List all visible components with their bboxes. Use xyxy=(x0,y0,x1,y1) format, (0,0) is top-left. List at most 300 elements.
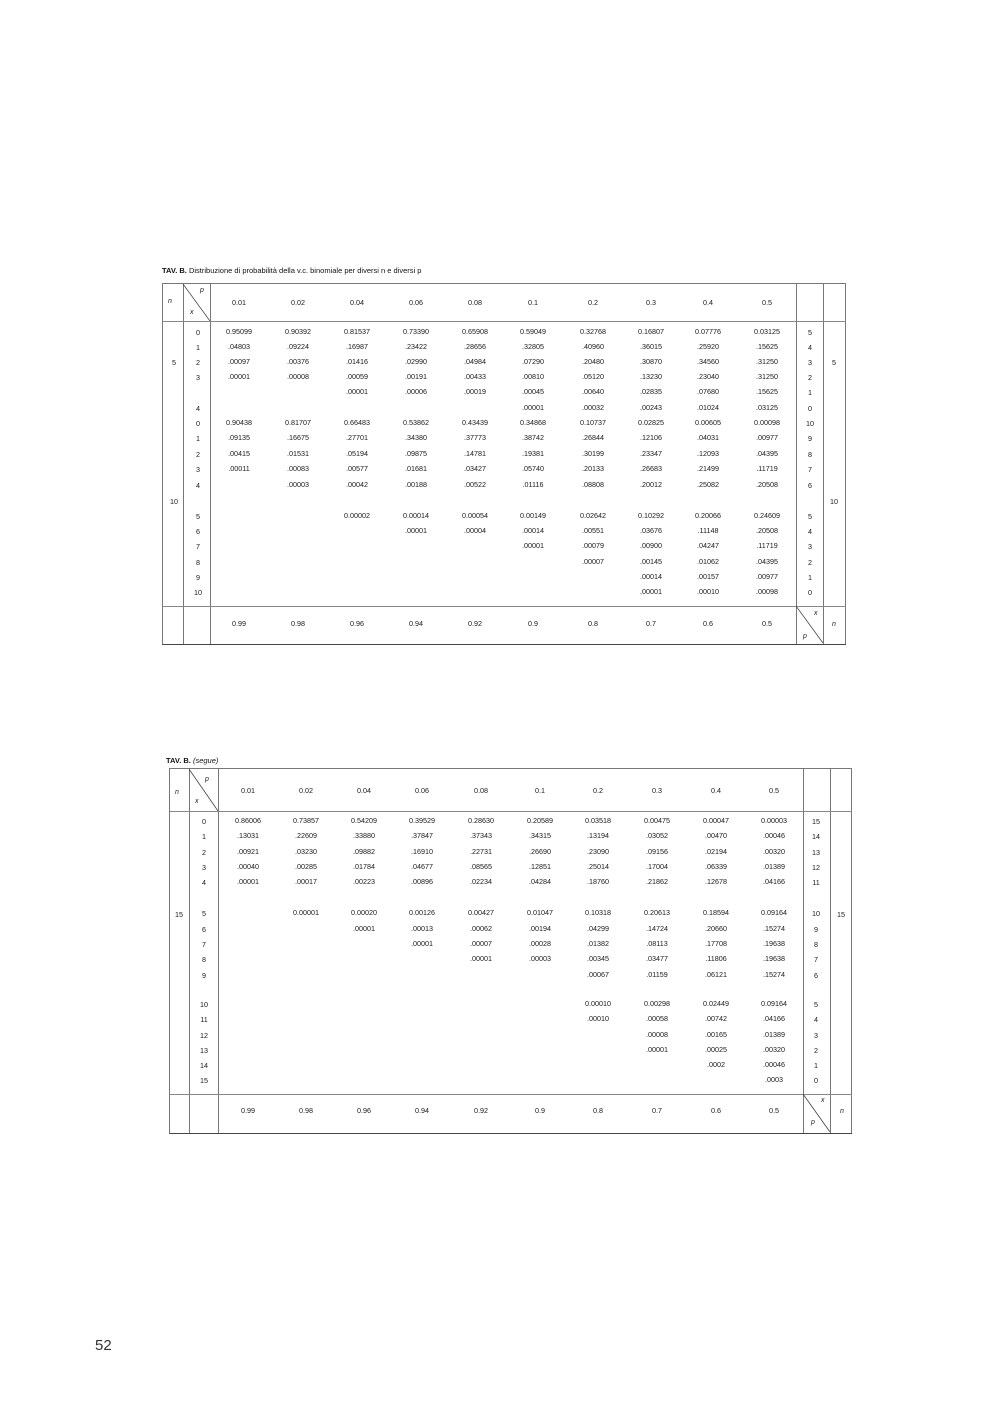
probability-cell: .00079 xyxy=(582,541,604,550)
probability-cell: .00011 xyxy=(228,464,250,473)
probability-cell: .11806 xyxy=(705,954,727,963)
x-value-complement: 7 xyxy=(814,955,818,964)
probability-cell: .00013 xyxy=(411,924,433,933)
probability-cell: .08565 xyxy=(470,862,492,871)
probability-cell: .00001 xyxy=(411,939,433,948)
probability-cell: 0.02449 xyxy=(703,999,729,1008)
p-column-footer: 0.99 xyxy=(241,1106,255,1115)
x-value: 4 xyxy=(196,481,200,490)
probability-cell: 0.09164 xyxy=(761,999,787,1008)
probability-cell: .40960 xyxy=(582,342,604,351)
x-value: 6 xyxy=(202,925,206,934)
probability-cell: .11719 xyxy=(756,541,778,550)
probability-cell: .00165 xyxy=(705,1030,727,1039)
probability-cell: .0003 xyxy=(765,1075,783,1084)
x-value: 5 xyxy=(196,512,200,521)
probability-cell: .07290 xyxy=(522,357,544,366)
x-value: 5 xyxy=(202,909,206,918)
probability-cell: 0.20589 xyxy=(527,816,553,825)
probability-cell: .00059 xyxy=(346,372,368,381)
x-value-complement: 10 xyxy=(806,419,814,428)
probability-cell: .02835 xyxy=(640,387,662,396)
probability-cell: .03676 xyxy=(640,526,662,535)
probability-cell: .00640 xyxy=(582,387,604,396)
x-value-complement: 2 xyxy=(814,1046,818,1055)
x-value-complement: 14 xyxy=(812,832,820,841)
p-column-header: 0.2 xyxy=(593,786,603,795)
probability-cell: .04395 xyxy=(756,557,778,566)
probability-cell: .20508 xyxy=(756,480,778,489)
n-footer: n xyxy=(832,621,836,628)
probability-cell: .07680 xyxy=(697,387,719,396)
probability-cell: .00551 xyxy=(582,526,604,535)
probability-cell: .03230 xyxy=(295,847,317,856)
x-value-complement: 3 xyxy=(814,1031,818,1040)
probability-cell: .01531 xyxy=(287,449,309,458)
probability-cell: 0.39529 xyxy=(409,816,435,825)
probability-cell: .12106 xyxy=(640,433,662,442)
p-column-header: 0.1 xyxy=(535,786,545,795)
probability-cell: .08113 xyxy=(646,939,668,948)
footer-diagonal xyxy=(796,606,823,643)
probability-cell: .15625 xyxy=(756,342,778,351)
x-value: 8 xyxy=(202,955,206,964)
x-value: 2 xyxy=(196,358,200,367)
probability-cell: .20480 xyxy=(582,357,604,366)
p-column-header: 0.5 xyxy=(762,298,772,307)
p-column-footer: 0.96 xyxy=(357,1106,371,1115)
probability-cell: .16675 xyxy=(287,433,309,442)
probability-cell: 0.00098 xyxy=(754,418,780,427)
probability-cell: .16987 xyxy=(346,342,368,351)
x-value-complement: 9 xyxy=(808,434,812,443)
probability-cell: .38742 xyxy=(522,433,544,442)
footer-diagonal-2 xyxy=(803,1094,830,1132)
probability-cell: .00097 xyxy=(228,357,250,366)
probability-cell: .20133 xyxy=(582,464,604,473)
p-header-2: p xyxy=(205,776,209,783)
probability-cell: .04299 xyxy=(587,924,609,933)
probability-cell: .21862 xyxy=(646,877,668,886)
probability-cell: .30870 xyxy=(640,357,662,366)
probability-cell: 0.00003 xyxy=(761,816,787,825)
probability-cell: 0.00427 xyxy=(468,908,494,917)
x-value: 1 xyxy=(196,434,200,443)
x-value: 9 xyxy=(202,971,206,980)
probability-cell: .00046 xyxy=(763,831,785,840)
probability-cell: .04395 xyxy=(756,449,778,458)
probability-cell: .00025 xyxy=(705,1045,727,1054)
p-column-header: 0.3 xyxy=(652,786,662,795)
p-column-footer: 0.7 xyxy=(652,1106,662,1115)
probability-cell: .04984 xyxy=(464,357,486,366)
probability-cell: .00098 xyxy=(756,587,778,596)
probability-cell: .18760 xyxy=(587,877,609,886)
probability-cell: .00896 xyxy=(411,877,433,886)
x-value-complement: 0 xyxy=(814,1076,818,1085)
probability-cell: .05120 xyxy=(582,372,604,381)
probability-cell: .00058 xyxy=(646,1014,668,1023)
x-value: 15 xyxy=(200,1076,208,1085)
x-value-complement: 9 xyxy=(814,925,818,934)
x-value-complement: 4 xyxy=(814,1015,818,1024)
x-value-complement: 3 xyxy=(808,358,812,367)
p-column-header: 0.01 xyxy=(241,786,255,795)
probability-cell: 0.43439 xyxy=(462,418,488,427)
table1-caption-label: TAV. B. xyxy=(162,266,187,275)
probability-cell: .00977 xyxy=(756,433,778,442)
n-value-5-right: 5 xyxy=(832,358,836,367)
x-footer: x xyxy=(814,610,818,617)
probability-cell: .17708 xyxy=(705,939,727,948)
p-column-header: 0.5 xyxy=(769,786,779,795)
probability-cell: .00001 xyxy=(405,526,427,535)
p-column-footer: 0.8 xyxy=(588,619,598,628)
n-value-10-right: 10 xyxy=(830,497,838,506)
probability-cell: 0.00605 xyxy=(695,418,721,427)
probability-cell: .00320 xyxy=(763,1045,785,1054)
x-value-complement: 6 xyxy=(814,971,818,980)
x-value: 4 xyxy=(196,404,200,413)
probability-cell: .33880 xyxy=(353,831,375,840)
p-column-footer: 0.9 xyxy=(528,619,538,628)
probability-cell: .01389 xyxy=(763,1030,785,1039)
x-value-complement: 15 xyxy=(812,817,820,826)
p-column-footer: 0.5 xyxy=(762,619,772,628)
p-footer-2: p xyxy=(811,1119,815,1126)
probability-cell: .00040 xyxy=(237,862,259,871)
x-value: 1 xyxy=(196,343,200,352)
probability-cell: .19638 xyxy=(763,939,785,948)
probability-cell: .05740 xyxy=(522,464,544,473)
p-column-footer: 0.6 xyxy=(703,619,713,628)
probability-cell: .00921 xyxy=(237,847,259,856)
probability-cell: 0.00020 xyxy=(351,908,377,917)
probability-cell: .04031 xyxy=(697,433,719,442)
probability-cell: .00010 xyxy=(697,587,719,596)
probability-cell: 0.16807 xyxy=(638,327,664,336)
probability-cell: .00007 xyxy=(582,557,604,566)
x-value-complement: 6 xyxy=(808,481,812,490)
probability-cell: .01116 xyxy=(522,480,544,489)
probability-cell: .09156 xyxy=(646,847,668,856)
x-value: 11 xyxy=(200,1015,208,1024)
table1-caption xyxy=(162,266,421,275)
x-value: 10 xyxy=(200,1000,208,1009)
probability-cell: .23090 xyxy=(587,847,609,856)
probability-cell: .15625 xyxy=(756,387,778,396)
p-column-header: 0.08 xyxy=(474,786,488,795)
probability-cell: .00810 xyxy=(522,372,544,381)
probability-cell: .09875 xyxy=(405,449,427,458)
probability-cell: .00001 xyxy=(522,541,544,550)
p-column-footer: 0.94 xyxy=(415,1106,429,1115)
p-column-header: 0.1 xyxy=(528,298,538,307)
probability-cell: .00145 xyxy=(640,557,662,566)
probability-cell: .00045 xyxy=(522,387,544,396)
x-value: 9 xyxy=(196,573,200,582)
p-column-header: 0.01 xyxy=(232,298,246,307)
x-value: 4 xyxy=(202,878,206,887)
probability-cell: .31250 xyxy=(756,372,778,381)
probability-cell: .00017 xyxy=(295,877,317,886)
x-value-complement: 4 xyxy=(808,527,812,536)
probability-cell: .00285 xyxy=(295,862,317,871)
probability-cell: .36015 xyxy=(640,342,662,351)
probability-cell: .01159 xyxy=(646,970,668,979)
probability-cell: .22609 xyxy=(295,831,317,840)
n-footer-2: n xyxy=(840,1108,844,1115)
probability-cell: .34560 xyxy=(697,357,719,366)
probability-cell: .25920 xyxy=(697,342,719,351)
p-column-footer: 0.9 xyxy=(535,1106,545,1115)
p-column-footer: 0.8 xyxy=(593,1106,603,1115)
probability-cell: .00415 xyxy=(228,449,250,458)
probability-cell: .03052 xyxy=(646,831,668,840)
x-value: 3 xyxy=(196,465,200,474)
probability-cell: .02194 xyxy=(705,847,727,856)
probability-cell: .12093 xyxy=(697,449,719,458)
n-value-10: 10 xyxy=(170,497,178,506)
n-value-15-right: 15 xyxy=(837,910,845,919)
p-column-header: 0.06 xyxy=(415,786,429,795)
n-header-2: n xyxy=(175,789,179,796)
probability-cell: .03427 xyxy=(464,464,486,473)
x-value: 12 xyxy=(200,1031,208,1040)
probability-cell: 0.03125 xyxy=(754,327,780,336)
probability-cell: 0.00298 xyxy=(644,999,670,1008)
table2-caption-text: (segue) xyxy=(192,756,219,765)
p-column-footer: 0.92 xyxy=(468,619,482,628)
probability-cell: 0.81707 xyxy=(285,418,311,427)
probability-cell: 0.00010 xyxy=(585,999,611,1008)
p-column-footer: 0.99 xyxy=(232,619,246,628)
probability-cell: .00046 xyxy=(763,1060,785,1069)
n-value-15: 15 xyxy=(175,910,183,919)
probability-cell: .09224 xyxy=(287,342,309,351)
x-value-complement: 2 xyxy=(808,373,812,382)
probability-cell: .11148 xyxy=(697,526,719,535)
header-diagonal xyxy=(183,284,210,321)
probability-cell: .00001 xyxy=(353,924,375,933)
probability-cell: .00194 xyxy=(529,924,551,933)
p-column-footer: 0.98 xyxy=(299,1106,313,1115)
p-column-footer: 0.98 xyxy=(291,619,305,628)
probability-cell: 0.34868 xyxy=(520,418,546,427)
probability-cell: .26690 xyxy=(529,847,551,856)
x-value: 14 xyxy=(200,1061,208,1070)
x-value-complement: 5 xyxy=(808,512,812,521)
probability-cell: .00001 xyxy=(228,372,250,381)
p-column-footer: 0.6 xyxy=(711,1106,721,1115)
probability-cell: 0.73390 xyxy=(403,327,429,336)
probability-cell: .03477 xyxy=(646,954,668,963)
probability-cell: .14781 xyxy=(464,449,486,458)
probability-cell: .00320 xyxy=(763,847,785,856)
p-footer: p xyxy=(803,633,807,640)
probability-cell: .16910 xyxy=(411,847,433,856)
p-column-header: 0.3 xyxy=(646,298,656,307)
x-value-complement: 1 xyxy=(808,388,812,397)
probability-cell: .00010 xyxy=(587,1014,609,1023)
probability-cell: .28656 xyxy=(464,342,486,351)
probability-cell: .13031 xyxy=(237,831,259,840)
x-value-complement: 10 xyxy=(812,909,820,918)
probability-cell: .00008 xyxy=(646,1030,668,1039)
probability-cell: .00083 xyxy=(287,464,309,473)
probability-cell: 0.28630 xyxy=(468,816,494,825)
probability-cell: .02990 xyxy=(405,357,427,366)
x-value-complement: 0 xyxy=(808,404,812,413)
x-value: 0 xyxy=(196,328,200,337)
probability-cell: .01681 xyxy=(405,464,427,473)
probability-cell: .04284 xyxy=(529,877,551,886)
probability-cell: .00977 xyxy=(756,572,778,581)
probability-cell: .23422 xyxy=(405,342,427,351)
probability-cell: 0.00054 xyxy=(462,511,488,520)
probability-cell: .22731 xyxy=(470,847,492,856)
probability-cell: 0.20066 xyxy=(695,511,721,520)
binomial-table-n5-n10 xyxy=(162,283,846,645)
p-column-header: 0.02 xyxy=(291,298,305,307)
page-number: 52 xyxy=(95,1337,112,1354)
binomial-table-n15 xyxy=(169,768,852,1134)
probability-cell: .13194 xyxy=(587,831,609,840)
probability-cell: 0.00126 xyxy=(409,908,435,917)
probability-cell: 0.18594 xyxy=(703,908,729,917)
probability-cell: 0.01047 xyxy=(527,908,553,917)
probability-cell: .04166 xyxy=(763,1014,785,1023)
probability-cell: .00470 xyxy=(705,831,727,840)
probability-cell: .01062 xyxy=(697,557,719,566)
probability-cell: .00191 xyxy=(405,372,427,381)
x-value-complement: 3 xyxy=(808,542,812,551)
probability-cell: .00243 xyxy=(640,403,662,412)
p-column-header: 0.04 xyxy=(357,786,371,795)
x-value: 2 xyxy=(202,848,206,857)
x-value: 0 xyxy=(202,817,206,826)
probability-cell: 0.24609 xyxy=(754,511,780,520)
x-value: 2 xyxy=(196,450,200,459)
probability-cell: .37773 xyxy=(464,433,486,442)
p-column-header: 0.04 xyxy=(350,298,364,307)
probability-cell: .17004 xyxy=(646,862,668,871)
probability-cell: 0.00047 xyxy=(703,816,729,825)
probability-cell: .08808 xyxy=(582,480,604,489)
probability-cell: 0.53862 xyxy=(403,418,429,427)
p-column-footer: 0.7 xyxy=(646,619,656,628)
probability-cell: .01784 xyxy=(353,862,375,871)
probability-cell: 0.65908 xyxy=(462,327,488,336)
probability-cell: .00001 xyxy=(646,1045,668,1054)
x-value-complement: 5 xyxy=(814,1000,818,1009)
p-column-header: 0.08 xyxy=(468,298,482,307)
probability-cell: .00001 xyxy=(346,387,368,396)
probability-cell: .21499 xyxy=(697,464,719,473)
x-value: 8 xyxy=(196,558,200,567)
probability-cell: .00008 xyxy=(287,372,309,381)
p-column-header: 0.02 xyxy=(299,786,313,795)
probability-cell: .00003 xyxy=(287,480,309,489)
probability-cell: .00223 xyxy=(353,877,375,886)
probability-cell: .00032 xyxy=(582,403,604,412)
table1-caption-text: Distribuzione di probabilità della v.c. binomiale per diversi n e diversi p xyxy=(188,266,422,275)
probability-cell: 0.81537 xyxy=(344,327,370,336)
probability-cell: .02234 xyxy=(470,877,492,886)
x-value: 7 xyxy=(196,542,200,551)
p-column-header: 0.2 xyxy=(588,298,598,307)
p-column-footer: 0.96 xyxy=(350,619,364,628)
probability-cell: .00019 xyxy=(464,387,486,396)
probability-cell: 0.07776 xyxy=(695,327,721,336)
x-value-complement: 2 xyxy=(808,558,812,567)
probability-cell: .27701 xyxy=(346,433,368,442)
probability-cell: .0002 xyxy=(707,1060,725,1069)
x-value-complement: 1 xyxy=(814,1061,818,1070)
x-value-complement: 5 xyxy=(808,328,812,337)
x-value: 6 xyxy=(196,527,200,536)
p-column-header: 0.4 xyxy=(711,786,721,795)
probability-cell: .19381 xyxy=(522,449,544,458)
probability-cell: .37343 xyxy=(470,831,492,840)
probability-cell: .00900 xyxy=(640,541,662,550)
x-value-complement: 8 xyxy=(814,940,818,949)
probability-cell: 0.10318 xyxy=(585,908,611,917)
x-value-complement: 7 xyxy=(808,465,812,474)
probability-cell: 0.90438 xyxy=(226,418,252,427)
x-value-complement: 0 xyxy=(808,588,812,597)
probability-cell: .06339 xyxy=(705,862,727,871)
probability-cell: .00001 xyxy=(522,403,544,412)
probability-cell: 0.03518 xyxy=(585,816,611,825)
probability-cell: 0.00002 xyxy=(344,511,370,520)
probability-cell: .20508 xyxy=(756,526,778,535)
probability-cell: 0.73857 xyxy=(293,816,319,825)
x-header-2: x xyxy=(195,798,199,805)
x-value-complement: 13 xyxy=(812,848,820,857)
table2-caption xyxy=(166,756,218,765)
probability-cell: 0.86006 xyxy=(235,816,261,825)
probability-cell: .04677 xyxy=(411,862,433,871)
p-column-footer: 0.92 xyxy=(474,1106,488,1115)
probability-cell: .00067 xyxy=(587,970,609,979)
x-value-complement: 4 xyxy=(808,343,812,352)
probability-cell: .15274 xyxy=(763,970,785,979)
probability-cell: .34315 xyxy=(529,831,551,840)
probability-cell: .00345 xyxy=(587,954,609,963)
probability-cell: 0.54209 xyxy=(351,816,377,825)
probability-cell: .00742 xyxy=(705,1014,727,1023)
probability-cell: 0.10292 xyxy=(638,511,664,520)
p-column-header: 0.4 xyxy=(703,298,713,307)
probability-cell: .15274 xyxy=(763,924,785,933)
probability-cell: .00014 xyxy=(522,526,544,535)
p-column-header: 0.06 xyxy=(409,298,423,307)
probability-cell: .37847 xyxy=(411,831,433,840)
probability-cell: 0.32768 xyxy=(580,327,606,336)
x-header: x xyxy=(190,309,194,316)
table2-caption-label: TAV. B. xyxy=(166,756,191,765)
n-value-5: 5 xyxy=(172,358,176,367)
probability-cell: 0.00014 xyxy=(403,511,429,520)
probability-cell: .00001 xyxy=(237,877,259,886)
x-value: 1 xyxy=(202,832,206,841)
probability-cell: .00042 xyxy=(346,480,368,489)
probability-cell: .23347 xyxy=(640,449,662,458)
x-value: 10 xyxy=(194,588,202,597)
probability-cell: 0.09164 xyxy=(761,908,787,917)
probability-cell: 0.90392 xyxy=(285,327,311,336)
